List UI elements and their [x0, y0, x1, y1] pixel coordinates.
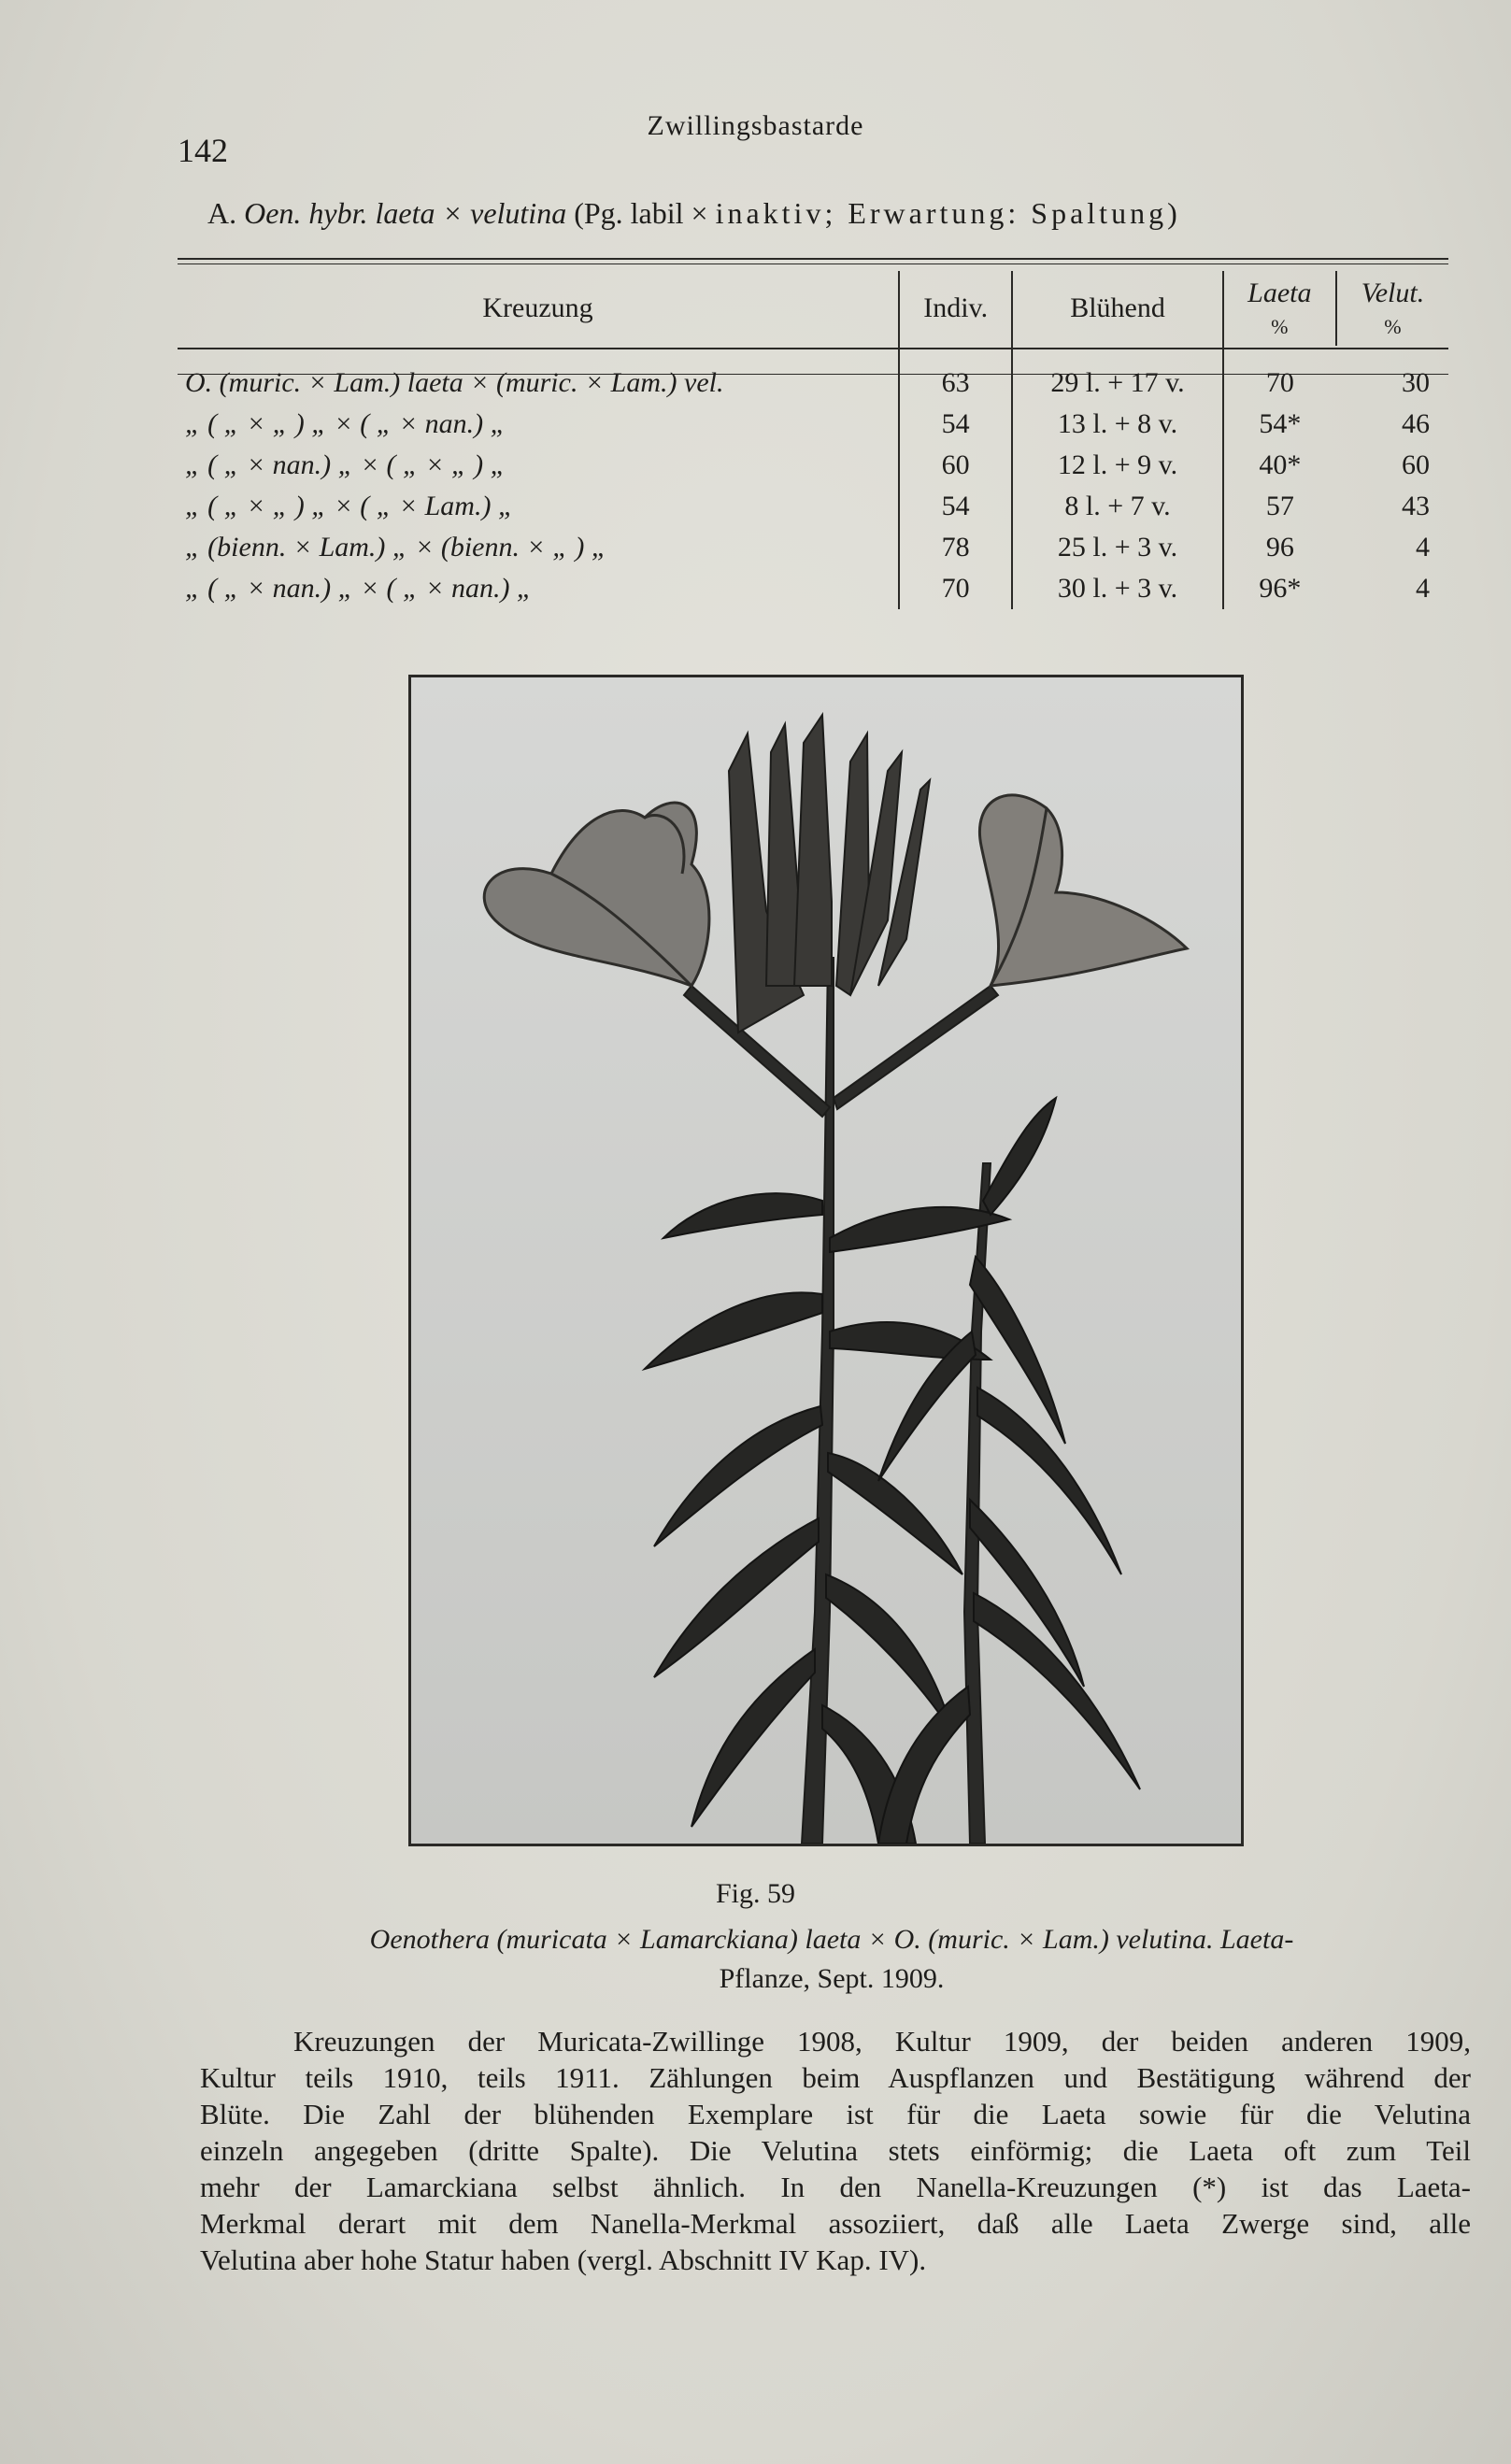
cell-kreuzung: O. (muric. × Lam.) laeta × (muric. × Lam.) vel. [185, 367, 724, 398]
figure-caption [196, 1920, 1467, 1999]
cell-velut: 46 [1402, 408, 1430, 439]
header-indiv: Indiv. [899, 271, 1012, 346]
cell-indiv: 78 [899, 527, 1012, 568]
table-row [178, 568, 1448, 609]
table-top-rule [178, 258, 1448, 260]
cell-kreuzung: „ ( „ × nan.) „ × ( „ × „ ) „ [185, 449, 506, 480]
cell-laeta: 70 [1223, 346, 1336, 404]
cell-velut: 60 [1402, 449, 1430, 480]
body-line: mehr der Lamarckiana selbst ähnlich. In den Nanella-Kreuzungen (*) ist das Laeta- [200, 2171, 1471, 2203]
cell-bluehend: 25 l. + 3 v. [1012, 527, 1222, 568]
body-line: Kreuzungen der Muricata-Zwillinge 1908, Kultur 1909, der beiden anderen 1909, [293, 2025, 1471, 2058]
header-kreuzung: Kreuzung [482, 292, 593, 323]
cell-indiv: 54 [899, 486, 1012, 527]
table-row [178, 445, 1448, 486]
cell-indiv: 70 [899, 568, 1012, 609]
header-velut [1336, 271, 1448, 346]
cell-laeta: 40* [1223, 445, 1336, 486]
section-plant: Oen. hybr. laeta × velutina [244, 196, 567, 230]
cell-kreuzung: „ ( „ × „ ) „ × ( „ × nan.) „ [185, 408, 506, 439]
header-laeta-unit: % [1271, 315, 1289, 338]
cell-laeta: 57 [1223, 486, 1336, 527]
cell-bluehend: 12 l. + 9 v. [1012, 445, 1222, 486]
running-title: Zwillingsbastarde [647, 110, 864, 141]
cell-laeta: 54* [1223, 404, 1336, 445]
table-row [178, 527, 1448, 568]
cell-bluehend: 29 l. + 17 v. [1012, 346, 1222, 404]
cell-velut: 4 [1416, 573, 1430, 604]
cell-laeta: 96* [1223, 568, 1336, 609]
cell-kreuzung: „ (bienn. × Lam.) „ × (bienn. × „ ) „ [185, 532, 607, 563]
body-line: Merkmal derart mit dem Nanella-Merkmal assoziiert, daß alle Laeta Zwerge sind, alle [200, 2207, 1471, 2240]
figure-caption-line2: Pflanze, Sept. 1909. [719, 1963, 945, 1994]
section-heading [207, 196, 1181, 231]
cell-bluehend: 30 l. + 3 v. [1012, 568, 1222, 609]
body-line: Kultur teils 1910, teils 1911. Zählungen beim Auspflanzen und Bestätigung während der [200, 2061, 1471, 2094]
cell-indiv: 54 [899, 404, 1012, 445]
table-top-rule-2 [178, 263, 1448, 264]
header-laeta-label: Laeta [1247, 278, 1312, 308]
header-bluehend: Blühend [1012, 271, 1222, 346]
header-velut-label: Velut. [1361, 278, 1425, 308]
plant-photo-illustration [411, 677, 1241, 1844]
cell-indiv: 60 [899, 445, 1012, 486]
cell-bluehend: 8 l. + 7 v. [1012, 486, 1222, 527]
page-number: 142 [178, 132, 228, 169]
section-note-b: inaktiv; Erwartung: Spaltung) [715, 196, 1181, 230]
header-laeta [1223, 271, 1336, 346]
cell-indiv: 63 [899, 346, 1012, 404]
section-prefix: A. [207, 196, 237, 230]
header-velut-unit: % [1384, 315, 1402, 338]
section-note-a: (Pg. labil × [574, 196, 716, 230]
table-row [178, 346, 1448, 404]
body-line: Blüte. Die Zahl der blühenden Exemplare ist für die Laeta sowie für die Velutina [200, 2098, 1471, 2130]
cell-velut: 43 [1402, 491, 1430, 521]
cell-laeta: 96 [1223, 527, 1336, 568]
crossing-table [178, 271, 1448, 609]
body-line: Velutina aber hohe Statur haben (vergl. Abschnitt IV Kap. IV). [200, 2243, 927, 2276]
figure-caption-line1: Oenothera (muricata × Lamarckiana) laeta × O. (muric. × Lam.) velutina. Laeta- [369, 1924, 1294, 1955]
body-line: einzeln angegeben (dritte Spalte). Die Velutina stets einförmig; die Laeta oft zum Teil [200, 2134, 1471, 2167]
cell-kreuzung: „ ( „ × „ ) „ × ( „ × Lam.) „ [185, 491, 514, 521]
table-header-row [178, 271, 1448, 346]
table-row [178, 486, 1448, 527]
table-row [178, 404, 1448, 445]
body-paragraph [200, 2023, 1471, 2278]
cell-velut: 4 [1416, 532, 1430, 563]
cell-velut: 30 [1402, 367, 1430, 398]
figure-label: Fig. 59 [715, 1878, 796, 1909]
cell-kreuzung: „ ( „ × nan.) „ × ( „ × nan.) „ [185, 573, 533, 604]
figure-photo [408, 675, 1244, 1846]
cell-bluehend: 13 l. + 8 v. [1012, 404, 1222, 445]
